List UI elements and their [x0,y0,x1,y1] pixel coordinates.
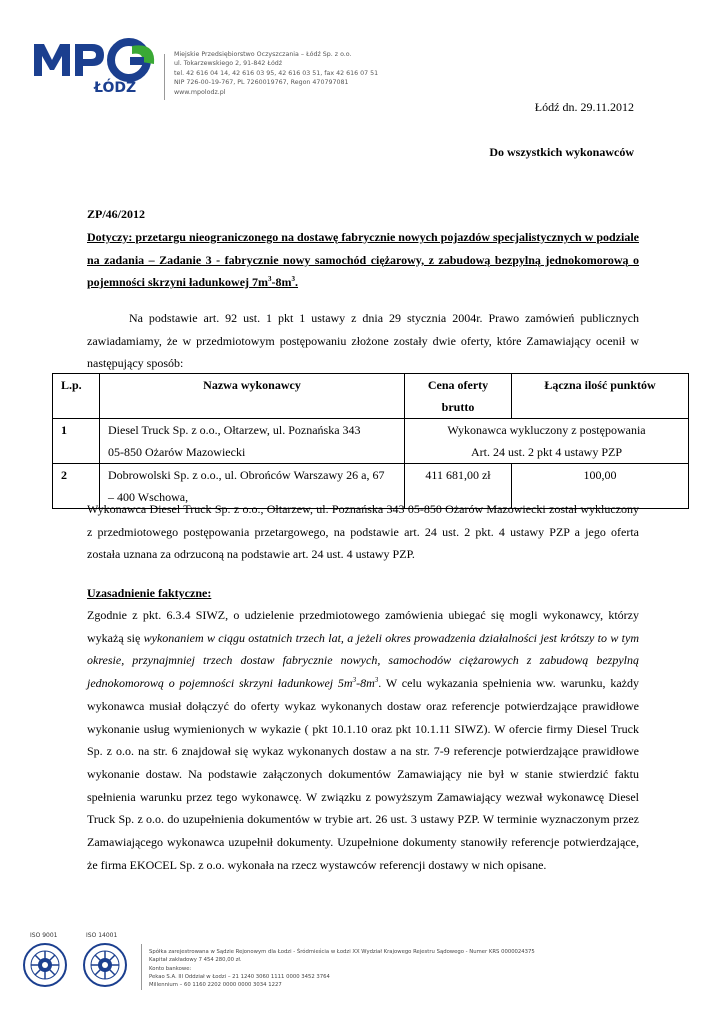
paragraph-text: . W celu wykazania spełnienia ww. warunku, każdy wykonawca musiał dołączyć do oferty wykaz wykonanych dostaw oraz referencje potwierdzające prawidłowe wykonanie usług wymienionych w wykazie ( pkt 10.1.10 oraz pkt 10.1.11 SIWZ). W ofercie firmy Diesel Truck Sp. z o.o. na str. 6 znajdował się wykaz wykonanych dostaw a na str. 7-9 referencje potwierdzające prawidłowe wykonanie dostaw. Na podstawie załączonych dokumentów Zamawiający nie był w stanie stwierdzić faktu spełnienia warunku przez tego wykonawcę. W związku z powyższym Zamawiający wezwał wykonawcę Diesel Truck Sp. z o.o. do uzupełnienia dokumentów w trybie art. 26 ust. 3 ustawy PZP. W terminie wyznaczonym przez Zamawiającego wykonawca uzupełnił dokumenty. Uzupełnione dokumenty stanowiły referencje potwierdzające, że firma EKOCEL Sp. z o.o. wykonała na rzecz wystawców referencji dostawy w nich opisane. [87,676,639,872]
cell-name [100,419,405,464]
iso-9001-seal-icon [20,942,70,993]
company-logo [32,38,164,100]
subject-text: . [295,275,299,290]
italic-sup: 3 [374,676,379,685]
col-header-lp: L.p. [53,374,100,419]
cell-points: 100,00 [512,464,689,509]
offers-table [52,373,689,509]
company-info [174,50,384,97]
footer-line: Millennium – 60 1160 2202 0000 0000 3034 1227 [149,982,282,989]
italic-text: wykonaniem w ciągu ostatnich trzech lat, a jeżeli okres prowadzenia działalności jest krótszy to w tym okresie, przynajmniej trzech dostaw fabrycznie nowych, samochodów ciężarowych z zabudową bezpylną jednokomorową o pojemności skrzyni ładunkowej 5m [87,630,639,691]
logo-city: ŁÓDŹ [94,80,137,96]
fact-heading: Uzasadnienie faktyczne: [87,586,212,600]
intro-paragraph [87,307,639,375]
iso-14001-label: ISO 14001 [86,932,118,939]
cell-excluded [405,419,689,464]
name-line: 05-850 Ożarów Mazowiecki [108,445,246,459]
footer-info [149,948,535,989]
col-header-name: Nazwa wykonawcy [100,374,405,419]
paragraph-text: Zgodnie z pkt. 6.3.4 SIWZ, o udzielenie przedmiotowego zamówienia ubiegać się mogli wykonawcy, którzy wykażą się [87,608,639,645]
subject-sup: 3 [268,275,272,284]
excluded-line: Wykonawca wykluczony z postępowania [447,423,646,437]
justification-paragraph [87,604,639,876]
name-line: Diesel Truck Sp. z o.o., Ołtarzew, ul. Poznańska 343 [108,423,361,437]
letter-subject [87,226,639,294]
logo-divider [164,54,165,100]
footer-line: Spółka zarejestrowana w Sądzie Rejonowym dla Łodzi - Śródmieścia w Łodzi XX Wydział Krajowego Rejestru Sądowego - Numer KRS 0000024375 [149,949,535,955]
company-line: tel. 42 616 04 14, 42 616 03 95, 42 616 03 51, fax 42 616 07 51 [174,69,379,77]
subject-text: -8m [271,275,292,290]
italic-text: -8m [356,676,375,691]
company-line: NIP 726-00-19-767, PL 7260019767, Regon 470797081 [174,79,349,87]
paragraph-text: Na podstawie art. 92 ust. 1 pkt 1 ustawy z dnia 29 stycznia 2004r. Prawo zamówień publicznych zawiadamiamy, że w przedmiotowym postępowaniu złożone zostały dwie oferty, które Zamawiający ocenił w następujący sposób: [87,311,639,371]
col-header-price: Cena oferty brutto [405,374,512,419]
cell-lp: 1 [53,419,100,464]
footer-divider [141,944,142,990]
table-row [53,419,689,464]
subject-text: Dotyczy: przetargu nieograniczonego na dostawę fabrycznie nowych pojazdów specjalistycznych w podziale na zadania – Zadanie 3 - fabrycznie nowy samochód ciężarowy, z zabudową bezpylną jednokomorową o pojemności skrzyni ładunkowej 7m [87,230,639,290]
company-line: ul. Tokarzewskiego 2, 91-842 Łódź [174,60,283,68]
iso-14001-seal-icon [80,942,130,993]
subject-sup: 3 [291,275,296,284]
cell-price: 411 681,00 zł [405,464,512,509]
company-line: Miejskie Przedsiębiorstwo Oczyszczania – Łódź Sp. z o.o. [174,51,352,58]
company-line: www.mpolodz.pl [174,88,226,96]
letter-date: Łódź dn. 29.11.2012 [534,100,634,114]
cell-lp: 2 [53,464,100,509]
iso-9001-label: ISO 9001 [30,932,58,939]
footer-line: Pekao S.A. III Oddział w Łodzi – 21 1240 3060 1111 0000 3452 3764 [149,973,330,980]
name-line: Dobrowolski Sp. z o.o., ul. Obrońców Warszawy 26 a, 67 [108,468,385,482]
addressee: Do wszystkich wykonawców [489,145,634,159]
italic-sup: 3 [352,676,357,685]
exclusion-paragraph: Wykonawca Diesel Truck Sp. z o.o., Ołtarzew, ul. Poznańska 343 05-850 Ożarów Mazowiecki został wykluczony z przedmiotowego postępowania przetargowego, na podstawie art. 24 ust. 2 pkt. 4 ustawy PZP a jego oferta została uznana za odrzuconą na podstawie art. 24 ust. 4 ustawy PZP. [87,502,639,562]
footer-line: Konto bankowe: [149,965,192,972]
excluded-line: Art. 24 ust. 2 pkt 4 ustawy PZP [470,445,622,459]
reference-number: ZP/46/2012 [87,207,146,221]
table-header-row [53,374,689,419]
name-line: – 400 Wschowa, [108,490,189,504]
col-header-points: Łączna ilość punktów [512,374,689,419]
footer-line: Kapitał zakładowy 7 454 280,00 zł. [149,957,242,964]
